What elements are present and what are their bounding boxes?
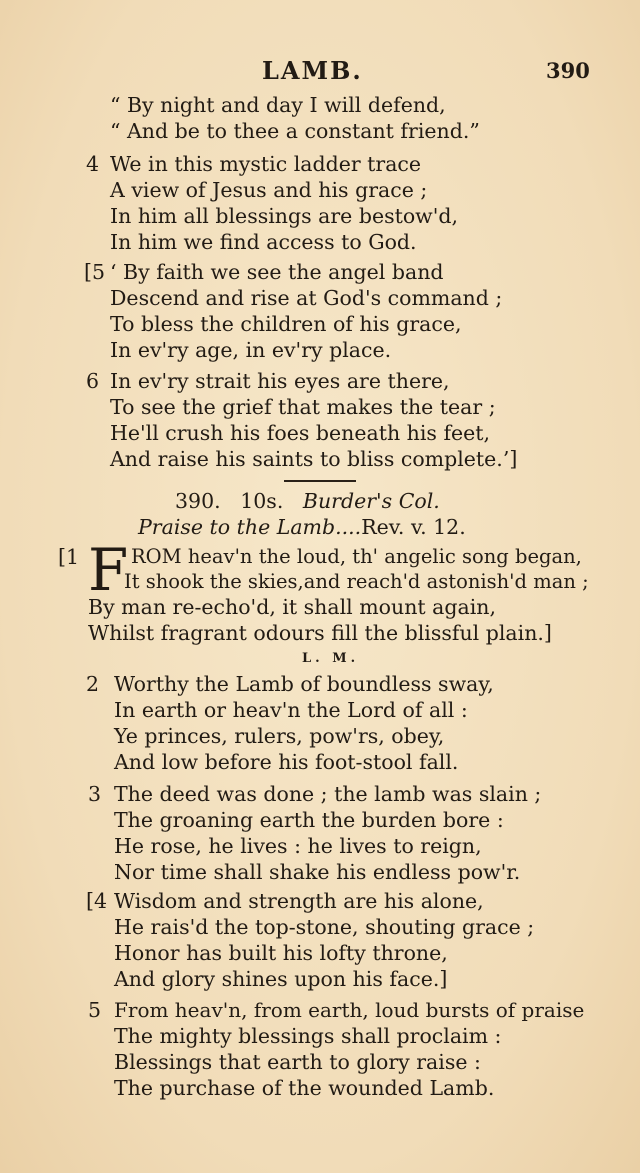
hymn-number: 390.: [175, 489, 221, 513]
verse-line: Wisdom and strength are his alone,: [114, 889, 484, 913]
verse-line: The purchase of the wounded Lamb.: [114, 1076, 495, 1100]
hymn-meter: 10s.: [240, 489, 284, 513]
hymn-subtitle: [138, 514, 466, 540]
verse-number: 3: [88, 782, 102, 806]
verse-line: The deed was done ; the lamb was slain ;: [114, 782, 542, 806]
verse-line: It shook the skies,and reach'd astonish'd man ;: [124, 570, 589, 593]
verse-line: “ And be to thee a constant friend.”: [110, 119, 480, 143]
verse-line: Blessings that earth to glory raise :: [114, 1050, 481, 1074]
verse-line: Nor time shall shake his endless pow'r.: [114, 860, 521, 884]
verse-line: In ev'ry age, in ev'ry place.: [110, 338, 392, 362]
verse-line: In him all blessings are bestow'd,: [110, 204, 458, 228]
running-title: LAMB.: [262, 56, 363, 85]
verse-line: And glory shines upon his face.]: [114, 967, 448, 991]
hymn-heading: [175, 488, 440, 514]
verse-line: Honor has built his lofty throne,: [114, 941, 448, 965]
hymn-title: Praise to the Lamb....: [138, 515, 362, 539]
verse-line: By man re-echo'd, it shall mount again,: [88, 595, 497, 619]
verse-line: In ev'ry strait his eyes are there,: [110, 369, 450, 393]
verse-line: In him we find access to God.: [110, 230, 417, 254]
verse-line: In earth or heav'n the Lord of all :: [114, 698, 468, 722]
verse-line: He rose, he lives : he lives to reign,: [114, 834, 482, 858]
verse-line: The groaning earth the burden bore :: [114, 808, 504, 832]
verse-line: A view of Jesus and his grace ;: [110, 178, 428, 202]
verse-line: Ye princes, rulers, pow'rs, obey,: [114, 724, 445, 748]
verse-line: Whilst fragrant odours fill the blissful plain.]: [88, 621, 552, 645]
verse-number: 2: [86, 672, 100, 696]
verse-line: And low before his foot-stool fall.: [114, 750, 459, 774]
verse-line: From heav'n, from earth, loud bursts of praise: [114, 998, 585, 1022]
verse-line: To see the grief that makes the tear ;: [110, 395, 496, 419]
verse-line: ‘ By faith we see the angel band: [110, 260, 444, 284]
verse-line: “ By night and day I will defend,: [110, 93, 446, 117]
verse-line: The mighty blessings shall proclaim :: [114, 1024, 502, 1048]
meter-label: L. M.: [302, 651, 360, 666]
verse-number: [5: [84, 260, 106, 284]
hymn-scripture: Rev. v. 12.: [361, 515, 466, 539]
verse-line: ROM heav'n the loud, th' angelic song began,: [131, 545, 582, 568]
verse-line: Descend and rise at God's command ;: [110, 286, 503, 310]
section-divider: [284, 480, 356, 482]
verse-line: We in this mystic ladder trace: [110, 152, 422, 176]
verse-line: And raise his saints to bliss complete.’]: [110, 447, 518, 471]
drop-cap: F: [88, 536, 129, 604]
verse-line: He rais'd the top-stone, shouting grace ;: [114, 915, 535, 939]
page-number: 390: [546, 58, 590, 83]
hymn-source: Burder's Col.: [302, 489, 440, 513]
verse-line: To bless the children of his grace,: [110, 312, 462, 336]
verse-number: [4: [86, 889, 108, 913]
verse-line: He'll crush his foes beneath his feet,: [110, 421, 491, 445]
verse-number: 4: [86, 152, 100, 176]
verse-number: 5: [88, 998, 102, 1022]
verse-line: Worthy the Lamb of boundless sway,: [114, 672, 494, 696]
verse-number: [1: [58, 545, 80, 569]
verse-number: 6: [86, 369, 100, 393]
